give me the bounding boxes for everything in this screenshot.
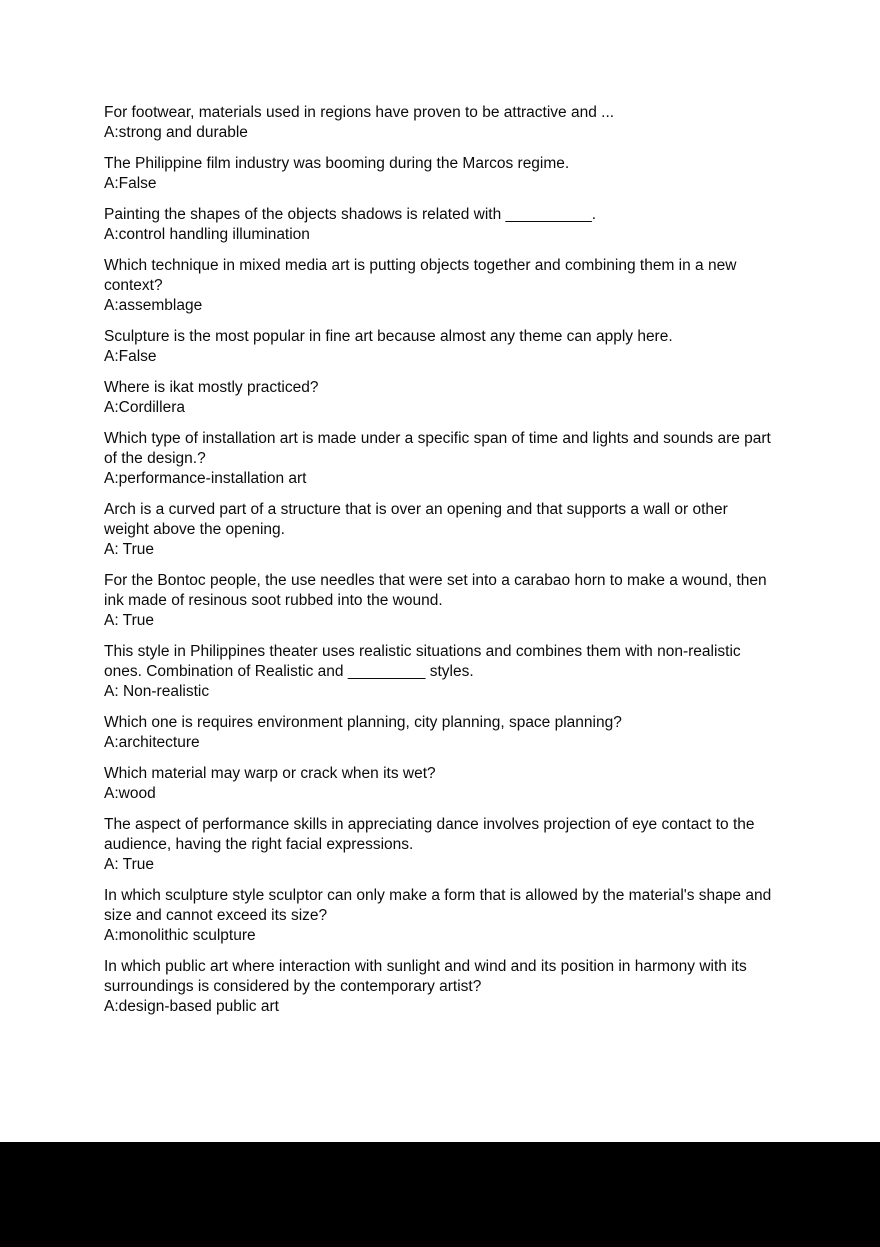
question-text: Which one is requires environment planning, city planning, space planning? xyxy=(104,714,622,731)
qa-item xyxy=(104,429,776,489)
answer-text: A:False xyxy=(104,348,157,365)
qa-item xyxy=(104,886,776,946)
qa-item xyxy=(104,256,776,316)
answer-text: A:assemblage xyxy=(104,297,203,314)
question-text: Arch is a curved part of a structure that is over an opening and that supports a wall or other weight above the opening. xyxy=(104,501,728,538)
question-text: Which material may warp or crack when its wet? xyxy=(104,765,436,782)
answer-text: A: True xyxy=(104,612,154,629)
question-text: In which public art where interaction with sunlight and wind and its position in harmony with its surroundings is considered by the contemporary artist? xyxy=(104,958,747,995)
answer-text: A: True xyxy=(104,541,154,558)
qa-item xyxy=(104,205,776,245)
qa-item xyxy=(104,642,776,702)
question-text: Sculpture is the most popular in fine art because almost any theme can apply here. xyxy=(104,328,673,345)
question-text: This style in Philippines theater uses realistic situations and combines them with non-realistic ones. Combination of Realistic and _________ styles. xyxy=(104,643,741,680)
answer-text: A:performance-installation art xyxy=(104,470,307,487)
qa-item xyxy=(104,815,776,875)
answer-text: A:monolithic sculpture xyxy=(104,927,256,944)
bottom-black-bar xyxy=(0,1142,880,1247)
answer-text: A:False xyxy=(104,175,157,192)
question-text: In which sculpture style sculptor can only make a form that is allowed by the material's shape and size and cannot exceed its size? xyxy=(104,887,772,924)
question-text: Which type of installation art is made under a specific span of time and lights and sounds are part of the design.? xyxy=(104,430,771,467)
question-text: Where is ikat mostly practiced? xyxy=(104,379,319,396)
answer-text: A:wood xyxy=(104,785,156,802)
qa-item xyxy=(104,571,776,631)
qa-item xyxy=(104,500,776,560)
answer-text: A:design-based public art xyxy=(104,998,279,1015)
question-text: Which technique in mixed media art is putting objects together and combining them in a new context? xyxy=(104,257,737,294)
qa-item xyxy=(104,103,776,143)
qa-item xyxy=(104,154,776,194)
answer-text: A:strong and durable xyxy=(104,124,248,141)
answer-text: A:control handling illumination xyxy=(104,226,310,243)
question-text: For the Bontoc people, the use needles that were set into a carabao horn to make a wound, then ink made of resinous soot rubbed into the wound. xyxy=(104,572,767,609)
qa-item xyxy=(104,764,776,804)
answer-text: A: True xyxy=(104,856,154,873)
answer-text: A: Non-realistic xyxy=(104,683,210,700)
answer-text: A:architecture xyxy=(104,734,200,751)
qa-item xyxy=(104,713,776,753)
question-text: For footwear, materials used in regions have proven to be attractive and ... xyxy=(104,104,615,121)
qa-item xyxy=(104,957,776,1017)
answer-text: A:Cordillera xyxy=(104,399,185,416)
qa-list xyxy=(104,103,776,1028)
question-text: The aspect of performance skills in appreciating dance involves projection of eye contact to the audience, having the right facial expressions. xyxy=(104,816,755,853)
qa-item xyxy=(104,378,776,418)
question-text: Painting the shapes of the objects shadows is related with __________. xyxy=(104,206,597,223)
question-text: The Philippine film industry was booming during the Marcos regime. xyxy=(104,155,570,172)
qa-item xyxy=(104,327,776,367)
